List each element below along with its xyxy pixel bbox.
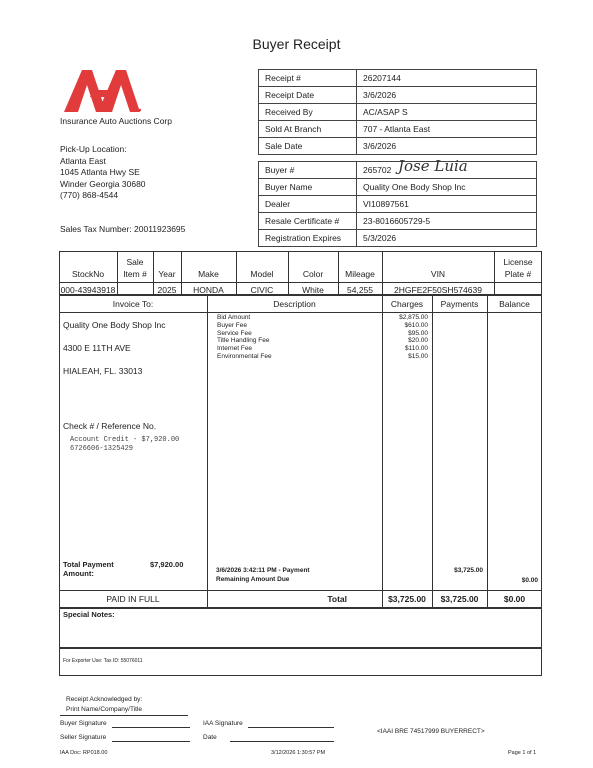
vehicle-stock: 000-43943918 (60, 285, 116, 295)
col-header-make: Make (198, 269, 219, 279)
buyer-info-row (259, 230, 537, 247)
barcode-text: <IAAI BRE 74517999 BUYERRECT> (377, 728, 485, 735)
sales-tax-number: Sales Tax Number: 20011923695 (60, 224, 186, 234)
total-balance: $0.00 (503, 594, 526, 604)
receipt-info-row (259, 87, 537, 104)
amount-label: Amount: (63, 569, 94, 578)
buyer-info-value: 5/3/2026 (357, 230, 537, 247)
total-payments: $3,725.00 (440, 594, 479, 604)
total-payment-label: Total Payment (63, 560, 114, 569)
paid-in-full: PAID IN FULL (106, 594, 160, 604)
header-invoice-to: Invoice To: (112, 299, 154, 309)
vehicle-vin: 2HGFE2F50SH574639 (394, 285, 482, 295)
receipt-info-value: 3/6/2026 (357, 138, 537, 155)
seller-signature-label: Seller Signature (60, 734, 107, 741)
special-notes-label: Special Notes: (63, 610, 115, 619)
col-header-sale: Sale (126, 257, 144, 267)
special-notes-box (59, 608, 542, 648)
total-charges: $3,725.00 (388, 594, 426, 604)
receipt-info-label: Receipt # (259, 70, 357, 87)
receipt-info-value: 707 - Atlanta East (357, 121, 537, 138)
receipt-info-value: AC/ASAP S (357, 104, 537, 121)
bill-to-address: 4300 E 11TH AVE (63, 343, 131, 353)
payment-line: 3/6/2026 3:42:11 PM - Payment (216, 567, 310, 574)
check-reference-label: Check # / Reference No. (63, 421, 157, 431)
buyer-info-row (259, 179, 537, 196)
receipt-ack: Receipt Acknowledged by: (66, 696, 143, 703)
receipt-info-value: 3/6/2026 (357, 87, 537, 104)
receipt-info-table (258, 69, 537, 155)
iaa-signature-label: IAA Signature (203, 720, 243, 727)
iaa-logo-icon (62, 68, 142, 114)
header-charges: Charges (390, 299, 424, 309)
header-payments: Payments (440, 299, 479, 309)
buyer-info-label: Resale Certificate # (259, 213, 357, 230)
receipt-info-label: Received By (259, 104, 357, 121)
col-header-plate: Plate # (504, 269, 532, 279)
check-line-1: Account Credit - $7,920.00 (70, 436, 180, 444)
total-label: Total (327, 594, 347, 604)
header-description: Description (273, 299, 316, 309)
buyer-info-value: Quality One Body Shop Inc (357, 179, 537, 196)
buyer-signature-label: Buyer Signature (60, 720, 107, 727)
col-header-year: Year (158, 269, 176, 279)
handwritten-signature: Jose Luia (398, 157, 468, 175)
receipt-info-row (259, 138, 537, 155)
page-title: Buyer Receipt (252, 36, 341, 52)
print-name-label: Print Name/Company/Title (66, 706, 142, 713)
buyer-info-row (259, 213, 537, 230)
col-header-mileage: Mileage (345, 269, 375, 279)
remaining-line: Remaining Amount Due (216, 576, 290, 583)
receipt-info-label: Receipt Date (259, 87, 357, 104)
doc-number: IAA Doc: RP018.00 (60, 750, 108, 756)
buyer-info-label: Buyer Name (259, 179, 357, 196)
check-line-2: 6726606-1325429 (70, 445, 134, 453)
vehicle-mileage: 54,255 (347, 285, 373, 295)
col-header-vin: VIN (430, 269, 446, 279)
vehicle-year: 2025 (157, 285, 177, 295)
buyer-info-value: 23-8016605729-5 (357, 213, 537, 230)
receipt-info-row (259, 121, 537, 138)
payment-amount: $3,725.00 (454, 567, 483, 574)
buyer-info-value: VI10897561 (357, 196, 537, 213)
receipt-info-value: 26207144 (357, 70, 537, 87)
col-header-item: Item # (123, 269, 147, 279)
vehicle-color: White (302, 285, 324, 295)
col-header-color: Color (302, 269, 324, 279)
line-item-descriptions: Bid Amount Buyer Fee Service Fee Title Handling Fee Internet Fee Environmental Fee (217, 314, 272, 360)
col-header-model: Model (250, 269, 274, 279)
buyer-info-row (259, 196, 537, 213)
receipt-info-label: Sold At Branch (259, 121, 357, 138)
remaining-balance: $0.00 (521, 577, 538, 584)
vehicle-model: CIVIC (250, 285, 274, 295)
total-payment-value: $7,920.00 (150, 560, 184, 569)
pickup-location: Pick-Up Location: Atlanta East 1045 Atlanta Hwy SE Winder Georgia 30680 (770) 868-4544 (60, 144, 146, 200)
exporter-line: For Exporter Use: Tax ID: 55076011 (63, 658, 143, 664)
page-number: Page 1 of 1 (508, 750, 537, 756)
printed-timestamp: 3/12/2026 1:30:57 PM (271, 750, 326, 756)
buyer-info-label: Dealer (259, 196, 357, 213)
line-item-charges: $2,875.00 $610.00 $95.00 $20.00 $110.00 $15.00 (399, 314, 428, 360)
col-header-stock: StockNo (71, 269, 105, 279)
receipt-info-row (259, 70, 537, 87)
buyer-info-label: Registration Expires (259, 230, 357, 247)
header-balance: Balance (499, 299, 530, 309)
bill-to-city: HIALEAH, FL. 33013 (63, 366, 143, 376)
receipt-info-label: Sale Date (259, 138, 357, 155)
company-name: Insurance Auto Auctions Corp (60, 116, 172, 126)
receipt-info-row (259, 104, 537, 121)
col-header-license: License (503, 257, 533, 267)
bill-to-name: Quality One Body Shop Inc (63, 320, 166, 330)
buyer-info-label: Buyer # (259, 162, 357, 179)
date-label: Date (203, 734, 217, 741)
buyer-info-value: 265702 (357, 162, 537, 179)
vehicle-make: HONDA (193, 285, 224, 295)
